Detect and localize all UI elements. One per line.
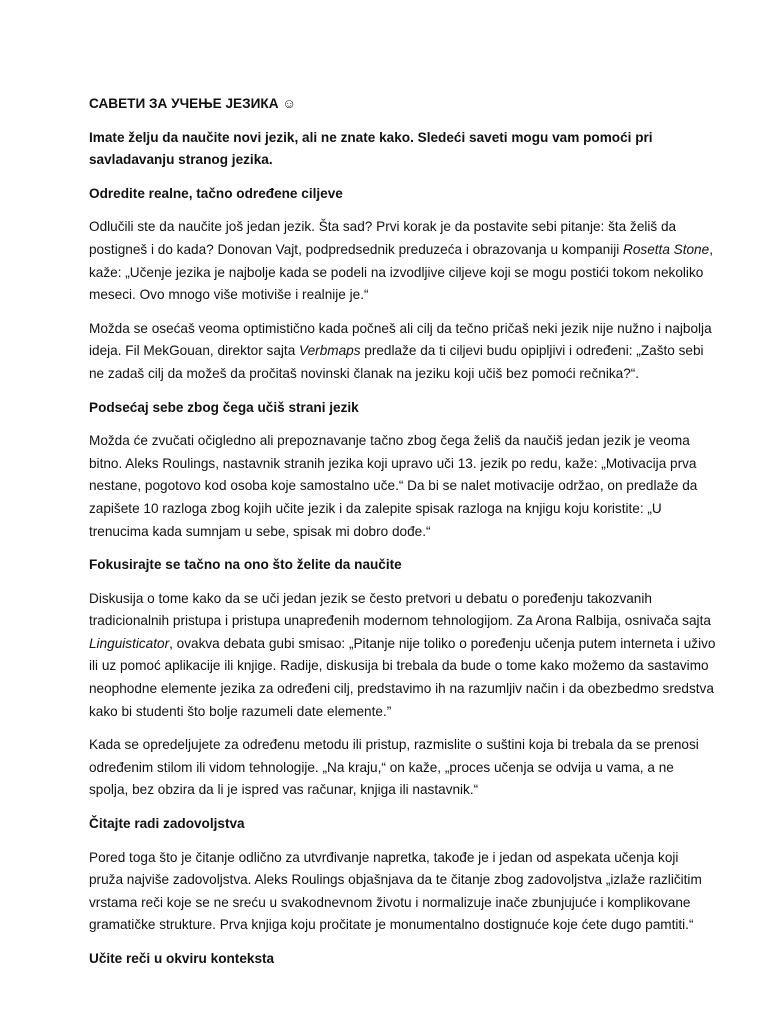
italic-term: Rosetta Stone — [623, 241, 710, 257]
body-paragraph — [89, 588, 716, 724]
section-heading: Učite reči u okviru konteksta — [89, 951, 275, 966]
body-paragraph — [89, 318, 716, 386]
paragraph-text: Diskusija o tome kako da se uči jedan jezik se često pretvori u debatu o poređenju takozvanih tradicionalnih pristupa i pristupa unapređenih modernom tehnologijom. Za Arona Ralbija, osnivača sajta — [89, 590, 711, 629]
paragraph-text: , ovakva debata gubi smisao: „Pitanje nije toliko o poređenju učenja putem interneta i uživo ili uz pomoć aplikacije ili knjige. Radije, diskusija bi trebala da bude o tome kako možemo da sastavimo neophodne elemente jezika za određeni cilj, predstavimo ih na razumljiv način i da obezbedmo sredstva kako bi studenti što bolje razumeli date elemente.” — [89, 635, 716, 719]
body-paragraph — [89, 847, 716, 937]
section-heading: Podsećaj sebe zbog čega učiš strani jezik — [89, 399, 359, 415]
paragraph-text: , kaže: „Učenje jezika je najbolje kada se podeli na izvodljive ciljeve koji se mogu postići tokom nekoliko meseci. Ovo mnogo više motiviše i realnije je.“ — [89, 241, 713, 303]
body-paragraph — [89, 734, 716, 802]
paragraph-text: Možda se osećaš veoma optimistično kada počneš ali cilj da tečno pričaš neki jezik nije nužno i najbolja ideja. Fil MekGouan, direktor sajta — [89, 320, 712, 359]
italic-term: Verbmaps — [299, 343, 361, 359]
intro-paragraph: Imate želju da naučite novi jezik, ali ne znate kako. Sledeći saveti mogu vam pomoći pri savladavanju stranog jezika. — [89, 129, 653, 168]
body-paragraph — [89, 430, 716, 543]
paragraph-text: predlaže da ti ciljevi budu opipljivi i određeni: „Zašto sebi ne zadaš cilj da možeš da pročitaš novinski članak na jeziku koji učiš bez pomoći rečnika?“. — [89, 343, 704, 381]
document-title: САВЕТИ ЗА УЧЕЊЕ ЈЕЗИКА ☺ — [89, 96, 297, 111]
section-heading: Odredite realne, tačno određene ciljeve — [89, 185, 343, 201]
body-paragraph — [89, 216, 716, 306]
paragraph-text: Odlučili ste da naučite još jedan jezik. Šta sad? Prvi korak je da postavite sebi pitanje: šta želiš da postigneš i do kada? Donovan Vajt, podpredsednik preduzeća i obrazovanja u kompaniji — [89, 219, 677, 257]
section-heading: Čitajte radi zadovoljstva — [89, 816, 245, 832]
section-heading: Fokusirajte se tačno na ono što želite da naučite — [89, 557, 402, 573]
paragraph-text: Kada se opredeljujete za određenu metodu ili pristup, razmislite o suštini koja bi trebala da se prenosi određenim stilom ili vidom tehnologije. „Na kraju,“ on kaže, „proces učenja se odvija u vama, a ne spolja, bez obzira da li je ispred vas računar, knjiga ili nastavnik.“ — [89, 737, 699, 798]
paragraph-text: Pored toga što je čitanje odlično za utvrđivanje napretka, takođe je i jedan od aspekata učenja koji pruža najviše zadovoljstva. Aleks Roulings objašnjava da te čitanje zbog zadovoljstva „izlaže različitim vrstama reči koje se ne sreću u svakodnevnom životu i normalizuje inače zbunjujuće i komplikovane gramatičke strukture. Prva knjiga koju pročitate je monumentalno dostignuće koje ćete dugo pamtiti.“ — [89, 849, 702, 933]
paragraph-text: Možda će zvučati očigledno ali prepoznavanje tačno zbog čega želiš da naučiš jedan jezik je veoma bitno. Aleks Roulings, nastavnik stranih jezika koji upravo uči 13. jezik po redu, kaže: „Motivacija prva nestane, pogotovo kod osoba koje samostalno uče.“ Da bi se nalet motivacije održao, on predlaže da zapišete 10 razloga zbog kojih učite jezik i da zalepite spisak razloga na knjigu koju koristite: „U trenucima kada sumnjam u sebe, spisak mi dobro dođe.“ — [89, 433, 698, 539]
italic-term: Linguisticator — [89, 635, 170, 651]
